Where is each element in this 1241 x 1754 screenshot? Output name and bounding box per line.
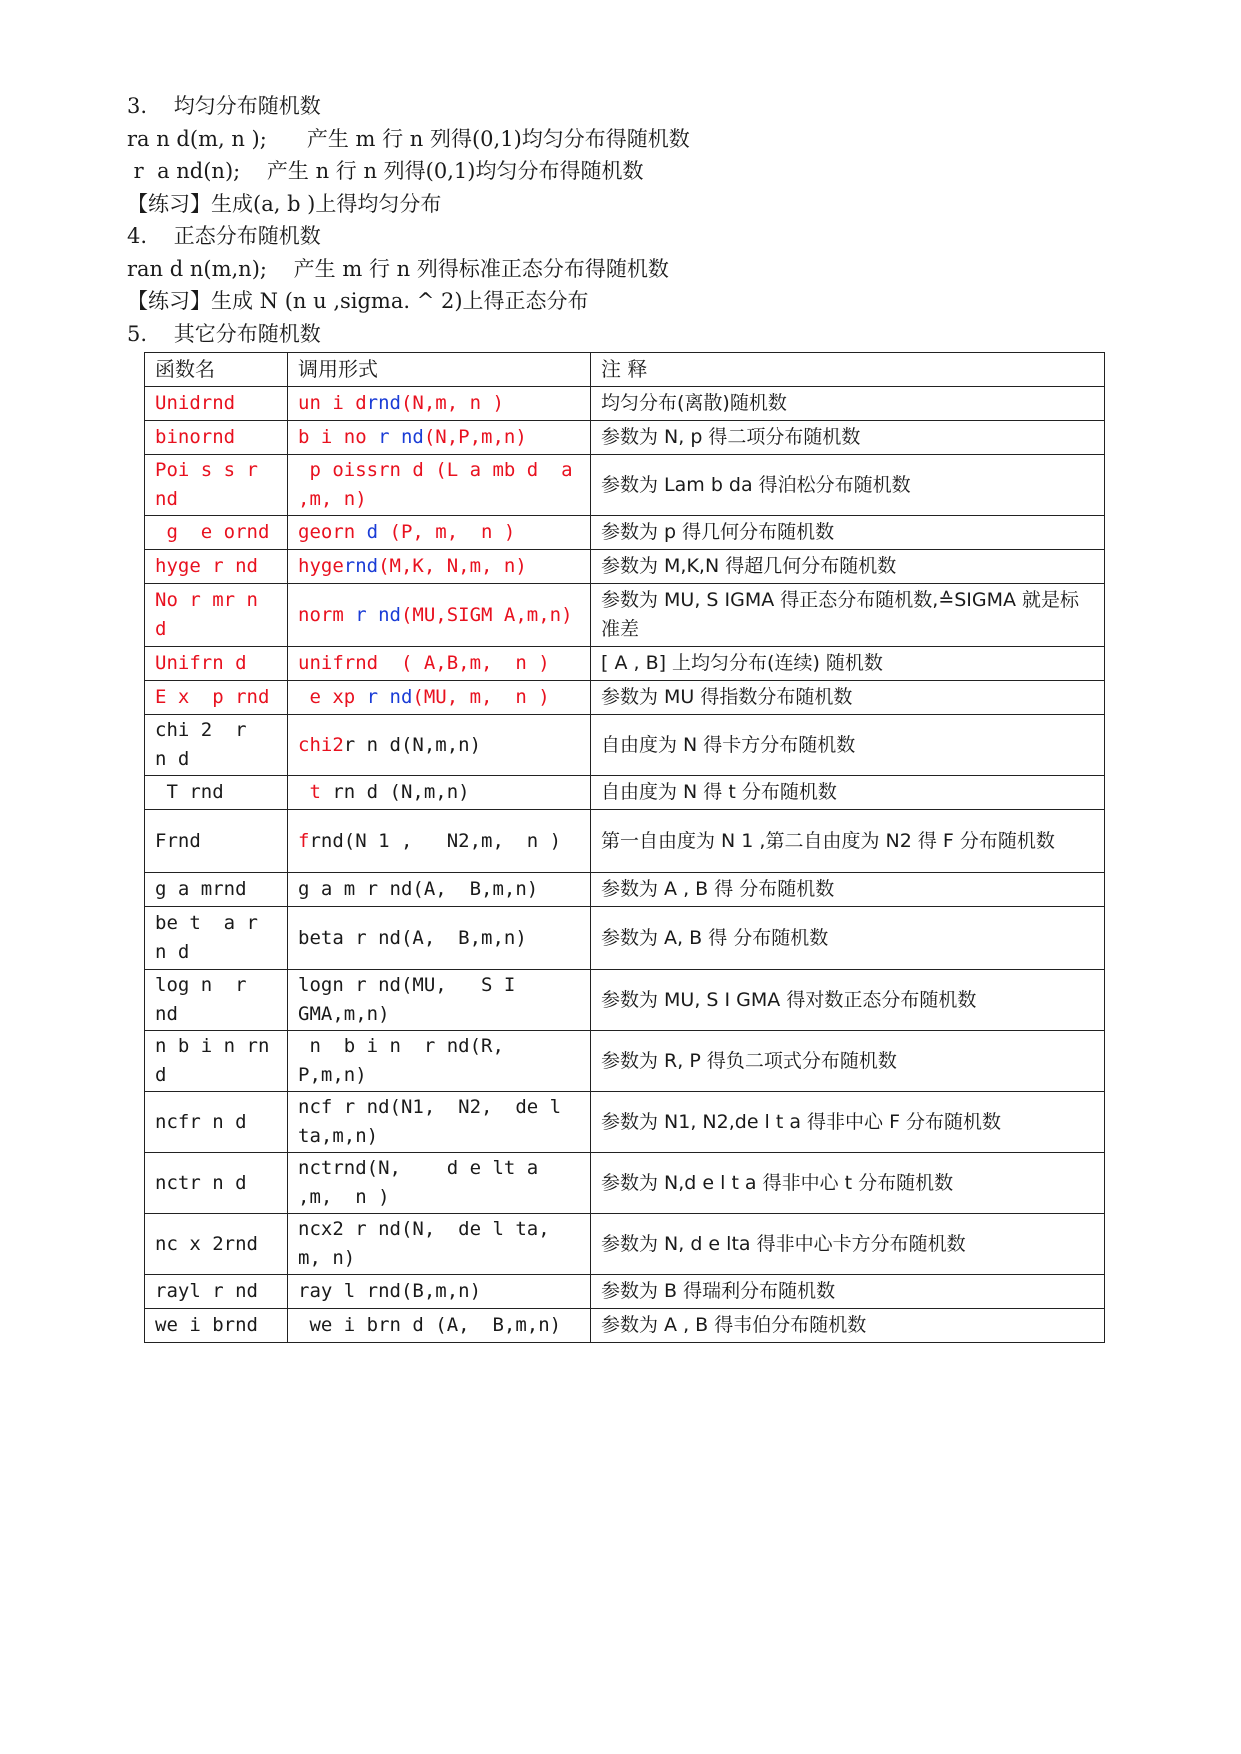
call-text: d [366, 521, 379, 543]
header-call-form: 调用形式 [288, 353, 591, 387]
call-form-cell [288, 421, 591, 455]
function-name-cell [145, 1275, 288, 1309]
exercise-normal: 【练习】生成 N (n u ,sigma. ^ 2)上得正态分布 [127, 289, 589, 313]
function-name-cell [145, 776, 288, 810]
call-text: (P, m, n ) [378, 521, 516, 543]
name-text: No r mr n d [155, 589, 270, 640]
call-text: b i no [298, 426, 379, 448]
note-cell: 参数为 R, P 得负二项式分布随机数 [591, 1031, 1105, 1092]
call-form-cell [288, 647, 591, 681]
table-row [145, 907, 1105, 970]
section-heading-uniform: 3. 均匀分布随机数 [127, 94, 321, 118]
name-text: rayl r nd [155, 1280, 258, 1302]
call-text: r nd [355, 603, 401, 626]
note-cell: 参数为 N,d e l t a 得非中心 t 分布随机数 [591, 1153, 1105, 1214]
table-row [145, 681, 1105, 715]
call-form-cell [288, 584, 591, 647]
exercise-uniform: 【练习】生成(a, b )上得均匀分布 [127, 191, 442, 216]
call-form-cell [288, 907, 591, 970]
call-text: (M,K, N,m, n) [378, 555, 527, 577]
call-text: (N,P,m,n) [423, 426, 527, 448]
table-row [145, 810, 1105, 873]
call-text: beta r nd(A, B,m,n) [298, 926, 527, 949]
call-text: g a m r nd(A, B,m,n) [298, 878, 539, 900]
section-heading-other: 5. 其它分布随机数 [127, 321, 321, 346]
call-text: p oissrn d (L a mb d a ,m, n) [298, 459, 585, 510]
call-form-cell [288, 1275, 591, 1309]
function-name-cell [145, 421, 288, 455]
table-body [145, 387, 1105, 1343]
call-form-cell [288, 715, 591, 776]
call-text: t [298, 781, 333, 803]
call-form-cell [288, 387, 591, 421]
call-form-cell [288, 810, 591, 873]
call-text: hyge [298, 555, 344, 577]
table-row [145, 516, 1105, 550]
note-cell: 参数为 MU, S IGMA 得正态分布随机数,≙SIGMA 就是标准差 [591, 584, 1105, 647]
note-cell: 参数为 A , B 得韦伯分布随机数 [591, 1309, 1105, 1343]
function-name-cell [145, 455, 288, 516]
name-text: ncfr n d [155, 1110, 247, 1133]
function-name-cell [145, 715, 288, 776]
intro-text [127, 90, 1127, 350]
table-row [145, 1275, 1105, 1309]
call-text: chi2 [298, 733, 344, 756]
call-form-cell [288, 1092, 591, 1153]
note-cell: 参数为 N1, N2,de l t a 得非中心 F 分布随机数 [591, 1092, 1105, 1153]
function-name-cell [145, 810, 288, 873]
name-text: n b i n rn d [155, 1035, 281, 1086]
table-row [145, 715, 1105, 776]
call-text: rnd [366, 392, 401, 414]
table-row [145, 970, 1105, 1031]
call-form-cell [288, 1214, 591, 1275]
function-name-cell [145, 1214, 288, 1275]
table-row [145, 387, 1105, 421]
call-form-cell [288, 970, 591, 1031]
call-text: ncx2 r nd(N, de l ta, m, n) [298, 1218, 562, 1269]
note-cell: 参数为 M,K,N 得超几何分布随机数 [591, 550, 1105, 584]
call-form-cell [288, 873, 591, 907]
note-cell: 参数为 Lam b da 得泊松分布随机数 [591, 455, 1105, 516]
call-form-cell [288, 1153, 591, 1214]
call-text: georn [298, 521, 367, 543]
note-cell: 参数为 A , B 得 分布随机数 [591, 873, 1105, 907]
note-cell: 均匀分布(离散)随机数 [591, 387, 1105, 421]
call-text: (N,m, n ) [400, 392, 504, 414]
note-cell: 参数为 N, d e lta 得非中心卡方分布随机数 [591, 1214, 1105, 1275]
name-text: Unidrnd [155, 392, 236, 414]
note-cell: 参数为 p 得几何分布随机数 [591, 516, 1105, 550]
note-cell: 参数为 A, B 得 分布随机数 [591, 907, 1105, 970]
call-text: r nd [378, 426, 424, 448]
call-text: n b i n r nd(R, P,m,n) [298, 1035, 527, 1086]
rand-n-line: r a nd(n); 产生 n 行 n 列得(0,1)均匀分布得随机数 [127, 159, 644, 183]
table-row [145, 421, 1105, 455]
call-text: rnd(N 1 , N2,m, n ) [309, 829, 562, 852]
name-text: g a mrnd [155, 878, 247, 900]
table-row [145, 455, 1105, 516]
header-function-name: 函数名 [145, 353, 288, 387]
name-text: T rnd [155, 781, 224, 803]
table-row [145, 1031, 1105, 1092]
call-text: (MU,SIGM A,m,n) [400, 603, 573, 626]
call-text: logn r nd(MU, S I GMA,m,n) [298, 974, 527, 1025]
call-text: rnd [343, 555, 379, 577]
call-form-cell [288, 455, 591, 516]
name-text: be t a r n d [155, 912, 270, 963]
name-text: log n r nd [155, 974, 258, 1025]
note-cell: 自由度为 N 得 t 分布随机数 [591, 776, 1105, 810]
name-text: g e ornd [155, 521, 270, 543]
table-row [145, 550, 1105, 584]
name-text: nc x 2rnd [155, 1232, 258, 1255]
function-name-cell [145, 1309, 288, 1343]
name-text: chi 2 r n d [155, 719, 270, 770]
call-text: ray l rnd(B,m,n) [298, 1280, 482, 1302]
call-form-cell [288, 1309, 591, 1343]
name-text: nctr n d [155, 1171, 247, 1194]
table-row [145, 1309, 1105, 1343]
call-text: rn d (N,m,n) [332, 781, 470, 803]
function-name-cell [145, 1092, 288, 1153]
call-text: nctrnd(N, d e lt a ,m, n ) [298, 1157, 550, 1208]
rand-mn-line: ra n d(m, n ); 产生 m 行 n 列得(0,1)均匀分布得随机数 [127, 126, 690, 151]
call-text: ncf r nd(N1, N2, de l ta,m,n) [298, 1096, 573, 1147]
call-form-cell [288, 516, 591, 550]
note-cell: [ A , B] 上均匀分布(连续) 随机数 [591, 647, 1105, 681]
randn-line: ran d n(m,n); 产生 m 行 n 列得标准正态分布得随机数 [127, 256, 669, 281]
call-text: unifrnd ( A,B,m, n ) [298, 652, 550, 674]
function-name-cell [145, 387, 288, 421]
table-header-row [145, 353, 1105, 387]
name-text: E x p rnd [155, 686, 270, 708]
function-name-cell [145, 584, 288, 647]
name-text: hyge r nd [155, 555, 258, 577]
note-cell: 参数为 N, p 得二项分布随机数 [591, 421, 1105, 455]
call-form-cell [288, 681, 591, 715]
call-text: r nd [366, 686, 413, 708]
function-name-cell [145, 1153, 288, 1214]
table-row [145, 1214, 1105, 1275]
note-cell: 参数为 B 得瑞利分布随机数 [591, 1275, 1105, 1309]
call-text: (MU, m, n ) [412, 686, 550, 708]
table-row [145, 873, 1105, 907]
header-notes: 注 释 [591, 353, 1105, 387]
call-form-cell [288, 550, 591, 584]
function-name-cell [145, 550, 288, 584]
call-text: un i d [298, 392, 367, 414]
call-form-cell [288, 776, 591, 810]
section-heading-normal: 4. 正态分布随机数 [127, 224, 321, 248]
function-name-cell [145, 516, 288, 550]
note-cell: 第一自由度为 N 1 ,第二自由度为 N2 得 F 分布随机数 [591, 810, 1105, 873]
note-cell: 参数为 MU 得指数分布随机数 [591, 681, 1105, 715]
table-row [145, 776, 1105, 810]
function-name-cell [145, 681, 288, 715]
call-form-cell [288, 1031, 591, 1092]
function-name-cell [145, 970, 288, 1031]
name-text: Frnd [155, 829, 201, 852]
note-cell: 自由度为 N 得卡方分布随机数 [591, 715, 1105, 776]
distribution-functions-table [144, 352, 1105, 1343]
name-text: binornd [155, 426, 236, 448]
table-row [145, 584, 1105, 647]
function-name-cell [145, 907, 288, 970]
function-name-cell [145, 873, 288, 907]
table-row [145, 647, 1105, 681]
call-text: e xp [298, 686, 367, 708]
call-text: we i brn d (A, B,m,n) [298, 1314, 562, 1336]
call-text: norm [298, 603, 356, 626]
note-cell: 参数为 MU, S I GMA 得对数正态分布随机数 [591, 970, 1105, 1031]
name-text: Unifrn d [155, 652, 247, 674]
function-name-cell [145, 1031, 288, 1092]
name-text: Poi s s r nd [155, 459, 270, 510]
table-row [145, 1153, 1105, 1214]
table-row [145, 1092, 1105, 1153]
function-name-cell [145, 647, 288, 681]
name-text: we i brnd [155, 1314, 258, 1336]
call-text: r n d(N,m,n) [343, 733, 482, 756]
call-text: f [298, 829, 310, 852]
